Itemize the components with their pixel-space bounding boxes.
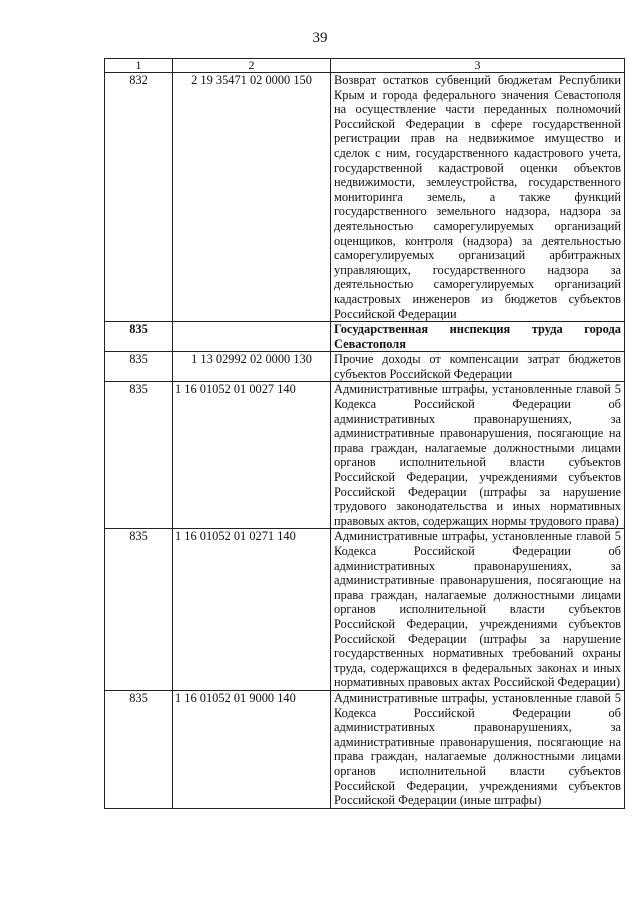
header-col-3: 3 (331, 59, 625, 73)
admin-code: 835 (105, 382, 173, 529)
admin-code: 835 (105, 690, 173, 808)
table-row (105, 382, 625, 529)
kbk-code: 1 16 01052 01 0271 140 (173, 529, 331, 691)
admin-code: 835 (105, 322, 173, 352)
kbk-code: 1 16 01052 01 9000 140 (173, 690, 331, 808)
revenue-description: Возврат остатков субвенций бюджетам Республики Крым и города федерального значения Севастополя на осуществление части переданных полномочий Российской Федерации в сфере государственной регистрации прав на недвижимое имущество и сделок с ним, государственного кадастрового учета, государственной кадастровой оценки объектов недвижимости, землеустройства, государственного мониторинга земель, а также функций государственного земельного надзора, надзора за деятельностью саморегулируемых организаций оценщиков, контроля (надзора) за деятельностью саморегулируемых организаций арбитражных управляющих, государственного надзора за деятельностью саморегулируемых организаций кадастровых инженеров из бюджетов субъектов Российской Федерации (331, 73, 625, 322)
kbk-code: 1 13 02992 02 0000 130 (173, 352, 331, 382)
administrator-name: Государственная инспекция труда города Севастополя (331, 322, 625, 352)
table-row (105, 690, 625, 808)
kbk-code (173, 322, 331, 352)
header-col-1: 1 (105, 59, 173, 73)
kbk-code: 1 16 01052 01 0027 140 (173, 382, 331, 529)
table-row (105, 73, 625, 322)
table-header-row (105, 59, 625, 73)
revenue-classification-table (104, 58, 625, 809)
revenue-description: Административные штрафы, установленные главой 5 Кодекса Российской Федерации об административных правонарушениях, за административные правонарушения, посягающие на права граждан, налагаемые должностными лицами органов исполнительной власти субъектов Российской Федерации, учреждениями субъектов Российской Федерации (штрафы за нарушение государственных нормативных требований охраны труда, содержащихся в федеральных законах и иных нормативных правовых актах Российской Федерации) (331, 529, 625, 691)
revenue-description: Административные штрафы, установленные главой 5 Кодекса Российской Федерации об административных правонарушениях, за административные правонарушения, посягающие на права граждан, налагаемые должностными лицами органов исполнительной власти субъектов Российской Федерации, учреждениями субъектов Российской Федерации (штрафы за нарушение трудового законодательства и иных нормативных правовых актов, содержащих нормы трудового права) (331, 382, 625, 529)
table-row (105, 529, 625, 691)
admin-code: 835 (105, 352, 173, 382)
table-row (105, 352, 625, 382)
kbk-code: 2 19 35471 02 0000 150 (173, 73, 331, 322)
page-number: 39 (312, 30, 328, 46)
revenue-description: Прочие доходы от компенсации затрат бюджетов субъектов Российской Федерации (331, 352, 625, 382)
admin-code: 832 (105, 73, 173, 322)
table-row-section-heading (105, 322, 625, 352)
header-col-2: 2 (173, 59, 331, 73)
admin-code: 835 (105, 529, 173, 691)
revenue-description: Административные штрафы, установленные главой 5 Кодекса Российской Федерации об административных правонарушениях, за административные правонарушения, посягающие на права граждан, налагаемые должностными лицами органов исполнительной власти субъектов Российской Федерации, учреждениями субъектов Российской Федерации (иные штрафы) (331, 690, 625, 808)
